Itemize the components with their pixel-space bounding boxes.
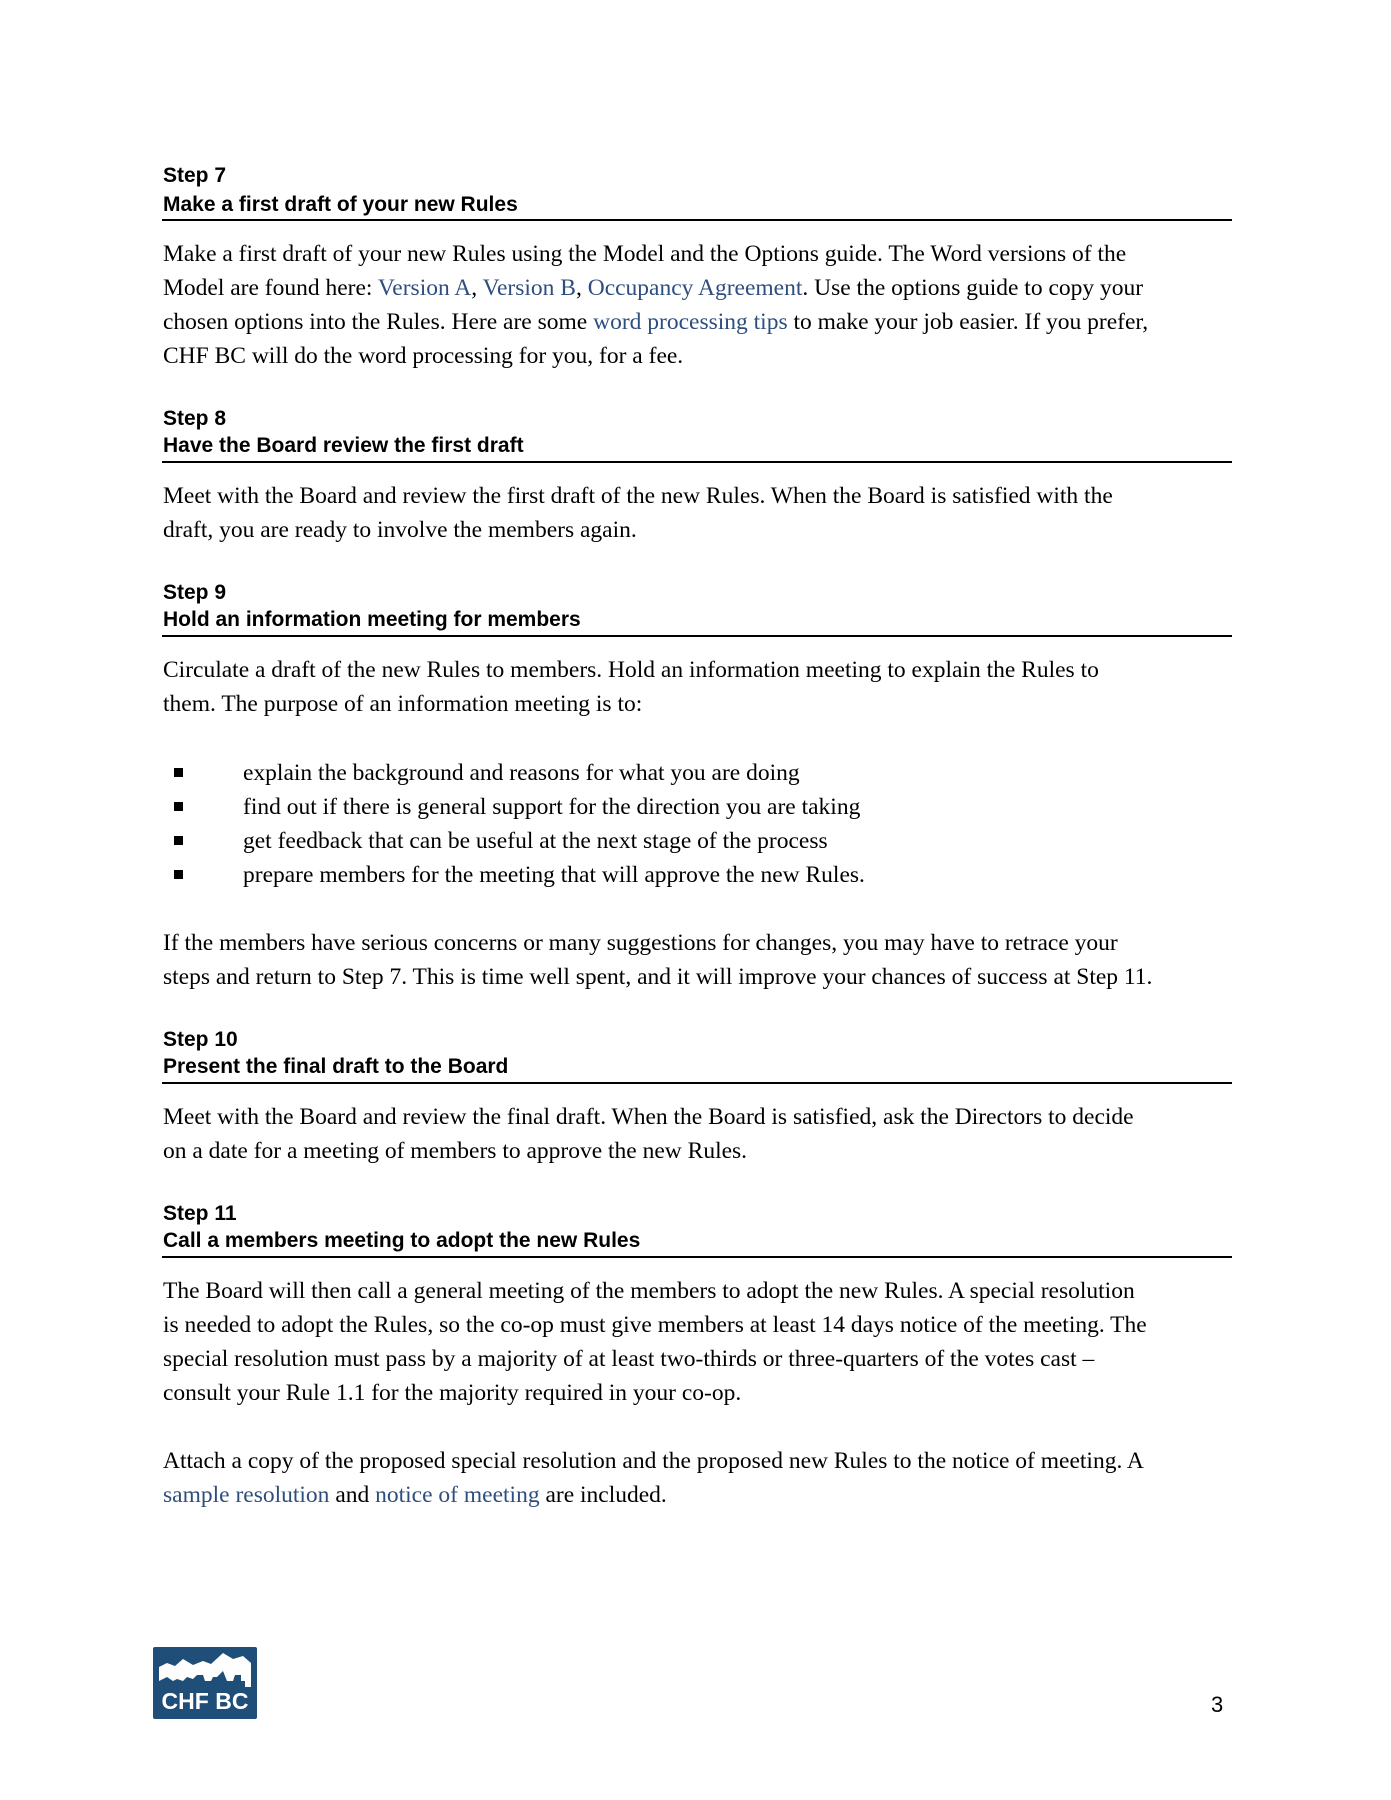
step-10-paragraph (163, 1100, 1238, 1168)
text-line (163, 926, 1238, 960)
link-sample-resolution[interactable]: sample resolution (163, 1482, 330, 1508)
step-7-paragraph (163, 237, 1238, 373)
document-page: Step 7 Make a first draft of your new Rules Make a first draft of your new Rules using the Model and the Options guide. The Word versions of the Model are found here: Version A, Version B, Occupancy Agreement. Use the options guide to copy your chosen options into the Rules. Here are some word processing tips to make your job easier. If you prefer, CHF BC will do the word processing for you, for a fee. Step 8 Have the Board review the first draft Meet with the Board and review the first draft of the new Rules. When the Board is satisfied with the draft, you are ready to involve the members again. Step 9 Hold an information meeting for members Circulate a draft of the new Rules to members. Hold an information meeting to explain the Rules to them. The purpose of an information meeting is to: explain the background and reasons for what you are doing find out if there is general support for the direction you are taking get feedback that can be useful at the next stage of the process prepare members for the meeting that will approve the new Rules. If the members have serious concerns or many suggestions for changes, you may have to retrace your steps and return to Step 7. This is time well spent, and it will improve your chances of success at Step 11. Step 10 Present the final draft to the Board Meet with the Board and review the final draft. When the Board is satisfied, ask the Directors to decide on a date for a meeting of members to approve the new Rules. Step 11 Call a members meeting to adopt the new Rules The Board will then call a general meeting of the members to adopt the new Rules. A special resolution is needed to adopt the Rules, so the co-op must give members at least 14 days notice of the meeting. The special resolution must pass by a majority of at least two-thirds or three-quarters of the votes cast – consult your Rule 1.1 for the majority required in your co-op. Attach a copy of the proposed special resolution and the proposed new Rules to the notice of meeting. A sample resolution and notice of meeting are included. CHF BC 3 (0, 0, 1391, 1800)
step-10-divider (162, 1082, 1232, 1084)
text-run: CHF BC will do the word processing for you, for a fee. (163, 343, 684, 369)
step-11-title: Call a members meeting to adopt the new Rules (163, 1229, 641, 1252)
step-11-divider (162, 1256, 1232, 1258)
text-line (163, 513, 1238, 547)
text-line (163, 271, 1238, 305)
link-occupancy-agreement[interactable]: Occupancy Agreement (587, 275, 803, 301)
step-7-divider (162, 219, 1232, 221)
link-version-b[interactable]: Version B (482, 275, 576, 301)
text-line (163, 960, 1238, 994)
text-run: chosen options into the Rules. Here are some (163, 309, 594, 335)
text-run: steps and return to Step 7. This is time well spent, and it will improve your chances of success at Step 11. (163, 964, 1153, 990)
step-7-label: Step 7 (163, 164, 227, 187)
text-line (163, 1100, 1238, 1134)
text-line (163, 237, 1238, 271)
text-run: , (471, 275, 483, 301)
text-run: If the members have serious concerns or many suggestions for changes, you may have to retrace your (163, 930, 1118, 956)
chf-bc-logo (153, 1647, 257, 1719)
text-run: them. The purpose of an information meeting is to: (163, 691, 643, 717)
text-run: special resolution must pass by a majority of at least two-thirds or three-quarters of the votes cast – (163, 1346, 1095, 1372)
text-run: Circulate a draft of the new Rules to members. Hold an information meeting to explain the Rules to (163, 657, 1099, 683)
step-9-label: Step 9 (163, 581, 227, 604)
link-notice-of-meeting[interactable]: notice of meeting (375, 1482, 540, 1508)
text-line (163, 1308, 1238, 1342)
text-run: Model are found here: (163, 275, 378, 301)
text-run: The Board will then call a general meeting of the members to adopt the new Rules. A special resolution (163, 1278, 1135, 1304)
square-bullet-icon (174, 870, 183, 879)
text-line (163, 1274, 1238, 1308)
text-line (163, 339, 1238, 373)
step-9-divider (162, 635, 1232, 637)
page-number: 3 (1211, 1692, 1224, 1717)
square-bullet-icon (174, 802, 183, 811)
square-bullet-icon (174, 768, 183, 777)
step-8-divider (162, 461, 1232, 463)
step-8-title: Have the Board review the first draft (163, 434, 524, 457)
text-run: and (329, 1482, 376, 1508)
text-run: . Use the options guide to copy your (802, 275, 1144, 301)
text-run: to make your job easier. If you prefer, (787, 309, 1149, 335)
text-line (163, 1444, 1238, 1478)
step-11-label: Step 11 (163, 1202, 237, 1225)
text-run: Attach a copy of the proposed special resolution and the proposed new Rules to the notice of meeting. A (163, 1448, 1144, 1474)
step-11-attachment-paragraph (163, 1444, 1238, 1512)
text-line (163, 653, 1238, 687)
square-bullet-icon (174, 836, 183, 845)
link-word-processing-tips[interactable]: word processing tips (593, 309, 788, 335)
step-8-paragraph (163, 479, 1238, 547)
text-line (163, 1376, 1238, 1410)
text-run: Meet with the Board and review the first draft of the new Rules. When the Board is satisfied with the (163, 483, 1113, 509)
step-10-label: Step 10 (163, 1028, 238, 1051)
text-line (163, 479, 1238, 513)
mountains-icon (153, 1647, 257, 1691)
step-9-paragraph (163, 653, 1238, 721)
link-version-a[interactable]: Version A (377, 275, 472, 301)
text-run: Make a first draft of your new Rules using the Model and the Options guide. The Word versions of the (163, 241, 1127, 267)
text-run: is needed to adopt the Rules, so the co-op must give members at least 14 days notice of the meeting. The (163, 1312, 1147, 1338)
text-line (163, 1342, 1238, 1376)
step-7-title: Make a first draft of your new Rules (163, 193, 518, 216)
text-run: Meet with the Board and review the final draft. When the Board is satisfied, ask the Directors to decide (163, 1104, 1134, 1130)
text-run: draft, you are ready to involve the members again. (163, 517, 637, 543)
step-8-label: Step 8 (163, 407, 227, 430)
text-line (163, 687, 1238, 721)
step-9-title: Hold an information meeting for members (163, 608, 581, 631)
logo-text: CHF BC (161, 1688, 249, 1714)
text-run: , (575, 275, 588, 301)
text-line (163, 305, 1238, 339)
text-run: on a date for a meeting of members to approve the new Rules. (163, 1138, 748, 1164)
text-line (163, 1478, 1238, 1512)
text-run: consult your Rule 1.1 for the majority required in your co-op. (163, 1380, 742, 1406)
step-10-title: Present the final draft to the Board (163, 1055, 509, 1078)
text-run: are included. (539, 1482, 667, 1508)
text-line (163, 1134, 1238, 1168)
step-11-paragraph (163, 1274, 1238, 1410)
step-9-followup-paragraph (163, 926, 1238, 994)
